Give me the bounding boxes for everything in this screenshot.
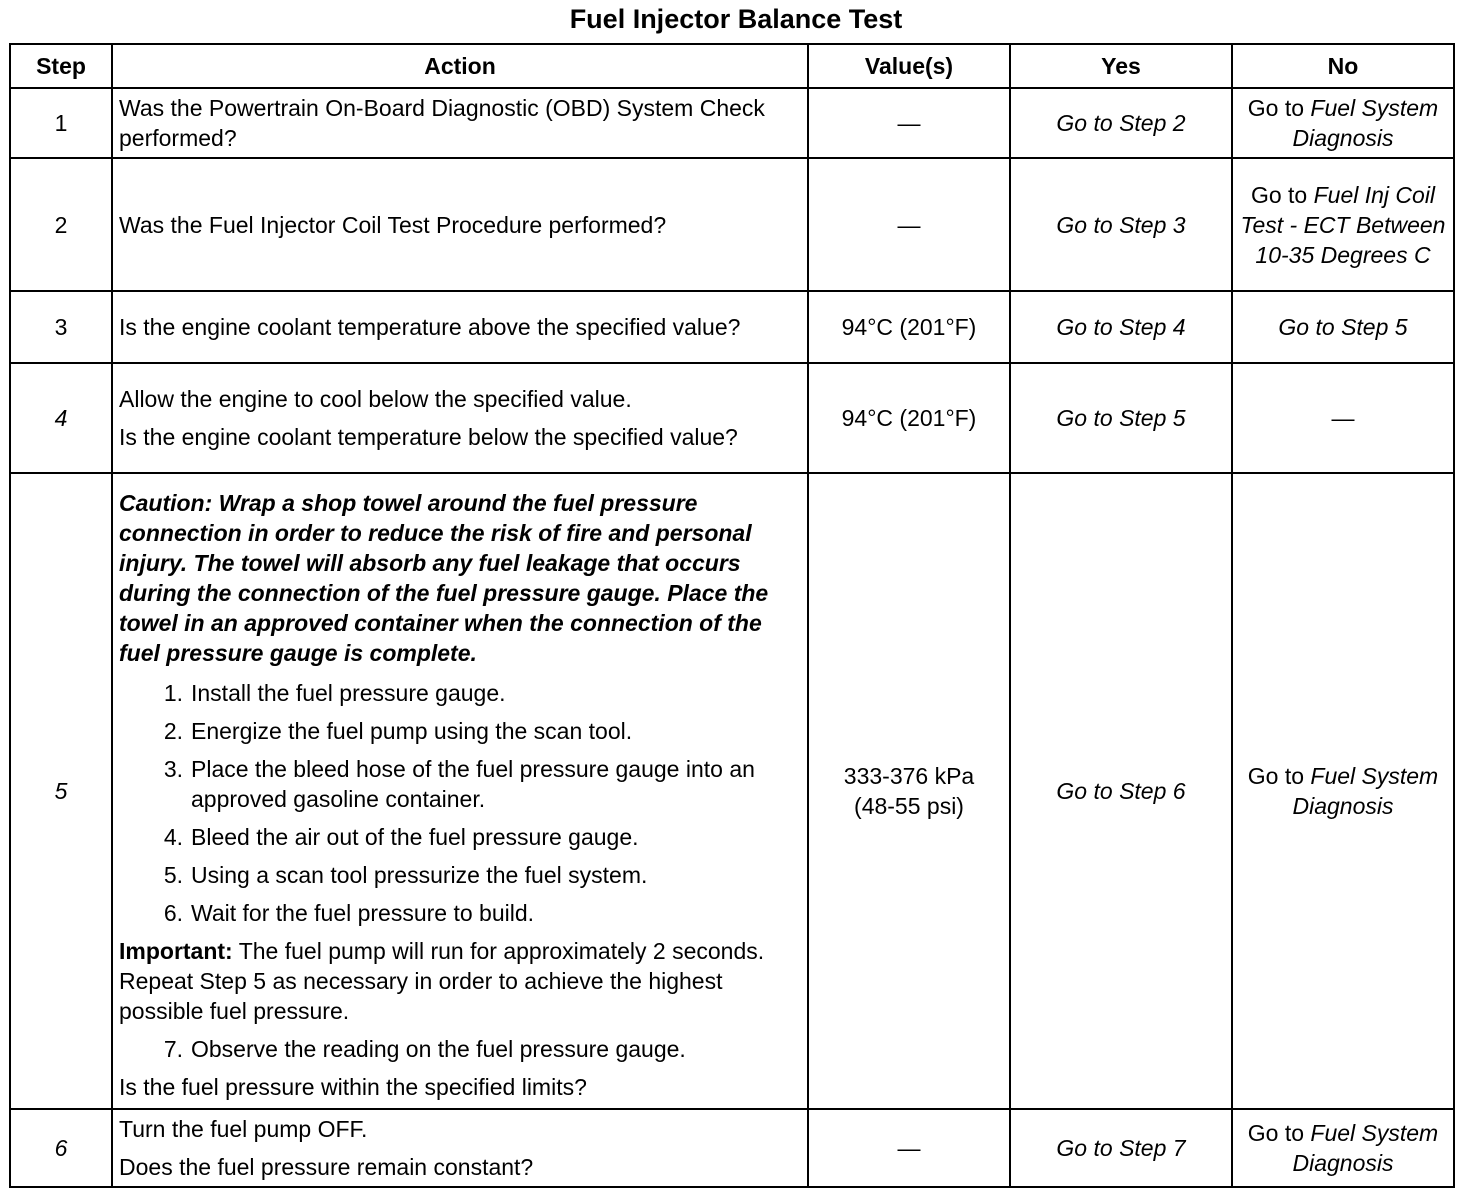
- action-cell: [112, 473, 808, 1109]
- page-title: Fuel Injector Balance Test: [569, 4, 903, 34]
- value-cell: —: [808, 1109, 1010, 1187]
- no-link[interactable]: [1232, 158, 1454, 291]
- no-link[interactable]: Go to Step 5: [1232, 291, 1454, 363]
- header-action: Action: [112, 44, 808, 88]
- step-number: 3: [10, 291, 112, 363]
- no-prefix: Go to: [1247, 95, 1305, 121]
- header-values: Value(s): [808, 44, 1010, 88]
- table-row: [10, 291, 1454, 363]
- list-item: 1. Install the fuel pressure gauge.: [163, 680, 506, 706]
- yes-link[interactable]: Go to Step 4: [1010, 291, 1232, 363]
- value-cell: 94°C (201°F): [808, 363, 1010, 473]
- list-item: 6. Wait for the fuel pressure to build.: [163, 900, 535, 926]
- diagnostic-table: [9, 43, 1455, 1188]
- action-question: Is the engine coolant temperature below the specified value?: [119, 424, 738, 450]
- action-text: Is the engine coolant temperature above the specified value?: [112, 291, 808, 363]
- no-target: Fuel Inj Coil Test - ECT Between 10-35 Degrees C: [1240, 181, 1446, 268]
- table-row: [10, 363, 1454, 473]
- action-text: Was the Fuel Injector Coil Test Procedure performed?: [112, 158, 808, 291]
- table-row: [10, 473, 1454, 1109]
- caution-note: Caution: Wrap a shop towel around the fuel pressure connection in order to reduce the risk of fire and personal injury. The towel will absorb any fuel leakage that occurs during the connection of the fuel pressure gauge. Place the towel in an approved container when the connection of the fuel pressure gauge is complete.: [119, 490, 769, 666]
- value-cell: 94°C (201°F): [808, 291, 1010, 363]
- no-link[interactable]: [1232, 473, 1454, 1109]
- value-cell: —: [808, 88, 1010, 158]
- list-item: 5. Using a scan tool pressurize the fuel system.: [163, 862, 648, 888]
- action-text: Was the Powertrain On-Board Diagnostic (OBD) System Check performed?: [112, 88, 808, 158]
- value-kpa: 333-376 kPa: [843, 763, 975, 789]
- action-question: Is the fuel pressure within the specified limits?: [119, 1074, 587, 1100]
- procedure-list: [119, 678, 801, 928]
- list-item: 4. Bleed the air out of the fuel pressure gauge.: [163, 824, 639, 850]
- important-label: Important:: [119, 938, 233, 964]
- no-prefix: Go to: [1247, 1120, 1305, 1146]
- header-no: No: [1232, 44, 1454, 88]
- no-prefix: Go to: [1247, 763, 1305, 789]
- step-number: 6: [10, 1109, 112, 1187]
- yes-link[interactable]: Go to Step 7: [1010, 1109, 1232, 1187]
- yes-link[interactable]: Go to Step 5: [1010, 363, 1232, 473]
- table-row: [10, 158, 1454, 291]
- header-yes: Yes: [1010, 44, 1232, 88]
- step-number: 1: [10, 88, 112, 158]
- value-psi: (48-55 psi): [854, 793, 964, 819]
- yes-link[interactable]: Go to Step 3: [1010, 158, 1232, 291]
- important-note: [119, 936, 801, 1026]
- no-target: Fuel System Diagnosis: [1292, 95, 1439, 151]
- action-question: Does the fuel pressure remain constant?: [119, 1154, 534, 1180]
- no-target: Fuel System Diagnosis: [1292, 763, 1439, 819]
- no-link: —: [1232, 363, 1454, 473]
- no-link[interactable]: [1232, 88, 1454, 158]
- no-target: Fuel System Diagnosis: [1292, 1120, 1439, 1176]
- no-prefix: Go to: [1250, 181, 1308, 208]
- yes-link[interactable]: Go to Step 6: [1010, 473, 1232, 1109]
- action-text: Allow the engine to cool below the specified value.: [119, 386, 632, 412]
- action-cell: [112, 1109, 808, 1187]
- important-text: The fuel pump will run for approximately 2 seconds. Repeat Step 5 as necessary in order to achieve the highest possible fuel pressure.: [119, 938, 765, 1024]
- table-row: [10, 1109, 1454, 1187]
- list-item: 2. Energize the fuel pump using the scan tool.: [163, 718, 633, 744]
- header-step: Step: [10, 44, 112, 88]
- step-number: 5: [10, 473, 112, 1109]
- value-cell: [808, 473, 1010, 1109]
- no-link[interactable]: [1232, 1109, 1454, 1187]
- step-number: 2: [10, 158, 112, 291]
- table-row: [10, 88, 1454, 158]
- list-item: 7. Observe the reading on the fuel pressure gauge.: [163, 1036, 686, 1062]
- procedure-list-continued: [119, 1034, 801, 1064]
- value-cell: —: [808, 158, 1010, 291]
- table-header-row: [10, 44, 1454, 88]
- action-text: Turn the fuel pump OFF.: [119, 1116, 368, 1142]
- yes-link[interactable]: Go to Step 2: [1010, 88, 1232, 158]
- action-cell: [112, 363, 808, 473]
- list-item: 3. Place the bleed hose of the fuel pressure gauge into an approved gasoline container.: [163, 756, 755, 812]
- step-number: 4: [10, 363, 112, 473]
